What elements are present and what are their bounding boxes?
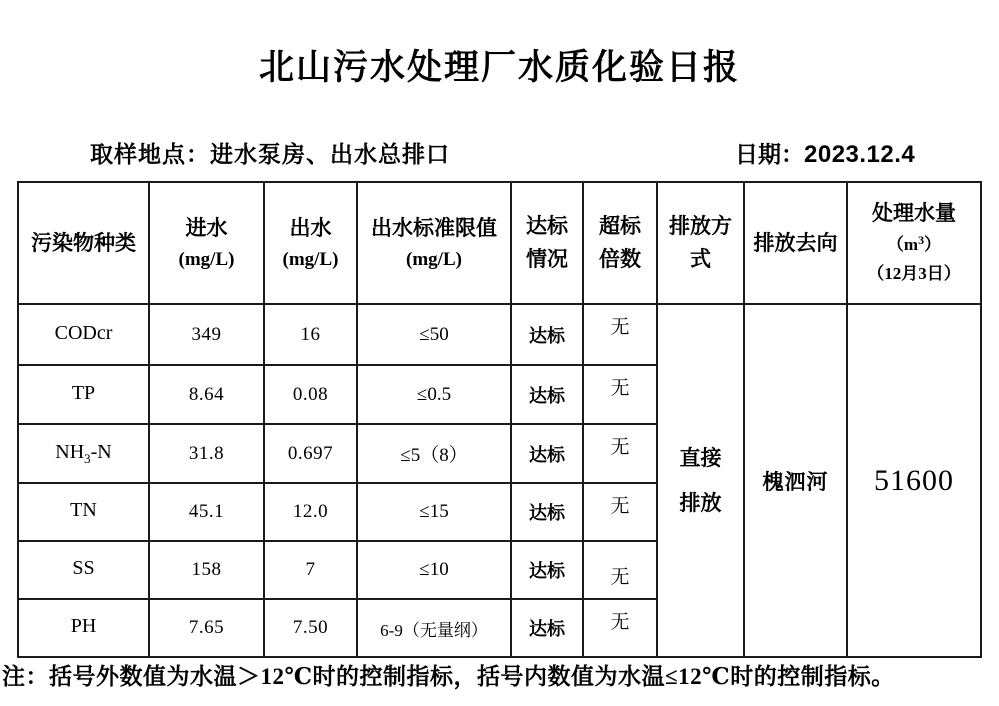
cell-influent: 7.65 (149, 599, 264, 657)
cell-discharge-mode: 直接 排放 (657, 304, 744, 657)
cell-compliance: 达标 (511, 541, 583, 599)
cell-pollutant-name: TP (18, 365, 149, 424)
cell-exceed: 无 (583, 541, 657, 599)
cell-limit: ≤10 (357, 541, 511, 599)
report-title: 北山污水处理厂水质化验日报 (258, 48, 740, 87)
cell-effluent: 12.0 (264, 483, 357, 541)
cell-exceed: 无 (583, 599, 657, 657)
table-row (18, 304, 981, 365)
cell-exceed: 无 (583, 304, 657, 365)
cell-exceed: 无 (583, 424, 657, 483)
header-exceed: 超标 倍数 (583, 182, 657, 304)
sampling-location-label: 取样地点：进水泵房、出水总排口 (90, 142, 450, 167)
header-treated-volume: 处理水量 $(m^3)$ （12月3日） (847, 182, 981, 304)
cell-effluent: 16 (264, 304, 357, 365)
cell-pollutant-name: CODcr (18, 304, 149, 365)
cell-exceed: 无 (583, 483, 657, 541)
footnote: 注：括号外数值为水温＞12℃时的控制指标，括号内数值为水温≤12℃时的控制指标。 (2, 664, 895, 689)
cell-influent: 8.64 (149, 365, 264, 424)
cell-influent: 45.1 (149, 483, 264, 541)
header-influent: 进水 (mg/L) (149, 182, 264, 304)
cell-influent: 349 (149, 304, 264, 365)
cell-discharge-destination: 槐泗河 (744, 304, 847, 657)
cell-pollutant-name: SS (18, 541, 149, 599)
cell-limit: ≤50 (357, 304, 511, 365)
cell-limit: ≤5（8） (357, 424, 511, 483)
report-date (735, 136, 915, 169)
header-discharge-mode: 排放方 式 (657, 182, 744, 304)
cell-treated-volume: 51600 (847, 304, 981, 657)
header-compliance: 达标 情况 (511, 182, 583, 304)
header-pollutant: 污染物种类 (18, 182, 149, 304)
cell-compliance: 达标 (511, 365, 583, 424)
cell-limit: 6-9（无量纲） (357, 599, 511, 657)
header-row (18, 182, 981, 304)
cell-pollutant-name: $NH_3-N$ (18, 424, 149, 483)
cell-compliance: 达标 (511, 304, 583, 365)
header-discharge-destination: 排放去向 (744, 182, 847, 304)
cell-compliance: 达标 (511, 599, 583, 657)
cell-limit: ≤0.5 (357, 365, 511, 424)
cell-compliance: 达标 (511, 424, 583, 483)
cell-compliance: 达标 (511, 483, 583, 541)
date-label: 日期： (735, 142, 804, 167)
cell-pollutant-name: PH (18, 599, 149, 657)
cell-exceed: 无 (583, 365, 657, 424)
water-quality-table (17, 181, 982, 658)
cell-influent: 31.8 (149, 424, 264, 483)
cell-effluent: 0.08 (264, 365, 357, 424)
date-value: 2023.12.4 (804, 141, 916, 168)
cell-limit: ≤15 (357, 483, 511, 541)
header-limit: 出水标准限值 (mg/L) (357, 182, 511, 304)
cell-pollutant-name: TN (18, 483, 149, 541)
cell-effluent: 0.697 (264, 424, 357, 483)
header-effluent: 出水 (mg/L) (264, 182, 357, 304)
cell-influent: 158 (149, 541, 264, 599)
cell-effluent: 7 (264, 541, 357, 599)
cell-effluent: 7.50 (264, 599, 357, 657)
